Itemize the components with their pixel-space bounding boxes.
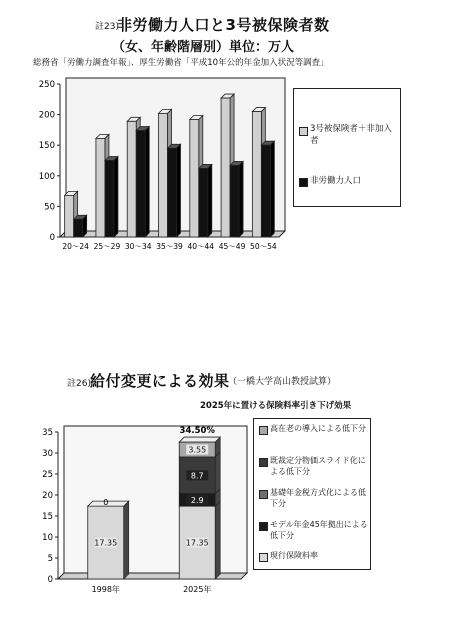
chart2-ytick-label: 35 (42, 428, 53, 438)
chart1-xtick-label: 30～34 (124, 242, 152, 251)
legend2-label-4: 現行保険料率 (270, 551, 318, 560)
legend2-swatch-4 (259, 553, 268, 562)
legend2-swatch-3 (259, 522, 268, 531)
chart2-title: 給付変更による効果 (90, 372, 230, 390)
chart2-bar-top (179, 437, 220, 442)
chart2-bar-side (215, 501, 220, 579)
chart2-data-label: 17.35 (94, 538, 118, 548)
chart1-subtitle: （女、年齢階層別）単位：万人 (112, 40, 295, 55)
legend2-label-1: 既裁定分物価スライド化による低下分 (270, 456, 366, 476)
chart1-xtick-label: 35～39 (156, 242, 183, 251)
chart2-inner-title: 2025年に置ける保険料率引き下げ効果 (200, 401, 352, 411)
chart2-legend (253, 418, 371, 570)
chart2-data-label: 3.55 (188, 445, 207, 455)
chart1-source: 総務省「労働力調査年報」、厚生労働省「平成10年公的年金加入状況等調査」 (33, 58, 329, 68)
chart2-ytick-label: 0 (47, 575, 53, 585)
legend-label-series1: 3号被保険者＋非加入者 (310, 124, 392, 146)
chart2-ytick-label: 15 (42, 512, 53, 522)
chart1-note: 註23) (95, 22, 119, 32)
chart1-xtick-label: 50～54 (250, 242, 277, 251)
chart2-data-label: 17.35 (185, 538, 209, 548)
chart2-data-label: 2.9 (190, 496, 204, 506)
chart1-ytick-label: 0 (49, 233, 55, 243)
legend-label-series2: 非労働力人口 (310, 176, 362, 186)
chart2-data-label: 8.7 (190, 471, 204, 481)
chart2-ytick-label: 30 (42, 449, 53, 459)
legend2-label-3: モデル年金45年拠出による低下分 (270, 520, 368, 540)
chart2-zero-label: 0 (103, 498, 109, 508)
chart2-ytick-label: 20 (42, 491, 53, 501)
legend2-swatch-0 (259, 426, 268, 435)
chart2-total-label: 34.50% (179, 426, 215, 437)
chart2-ytick-label: 25 (42, 470, 53, 480)
chart2-ytick-label: 5 (47, 554, 53, 564)
chart2-subtitle: （一橋大学高山教授試算） (228, 377, 337, 387)
chart1-ytick-label: 100 (38, 171, 55, 182)
chart1-title: 非労働力人口と3号被保険者数 (117, 16, 330, 34)
chart2-bar-side (215, 452, 220, 494)
chart1-xtick-label: 25～29 (93, 242, 121, 251)
chart1-ytick-label: 50 (44, 202, 55, 213)
chart1-xtick-label: 20～24 (62, 242, 89, 251)
chart2-xtick-label: 1998年 (91, 585, 120, 594)
legend2-swatch-2 (259, 490, 268, 499)
legend2-label-2: 基礎年金税方式化による低下分 (270, 488, 366, 508)
chart1-ytick-label: 250 (38, 80, 55, 90)
chart2-note: 註26) (67, 379, 91, 389)
legend2-swatch-1 (259, 458, 268, 467)
chart1-xtick-label: 40～44 (187, 242, 215, 251)
legend2-label-0: 高在老の導入による低下分 (270, 424, 366, 433)
chart1-ytick-label: 200 (38, 110, 55, 121)
chart1-xtick-label: 45～49 (218, 242, 246, 251)
chart2-ytick-label: 10 (42, 533, 53, 543)
chart1-ytick-label: 150 (38, 141, 55, 152)
chart2-bar-side (124, 501, 129, 579)
chart2-xtick-label: 2025年 (183, 585, 212, 594)
